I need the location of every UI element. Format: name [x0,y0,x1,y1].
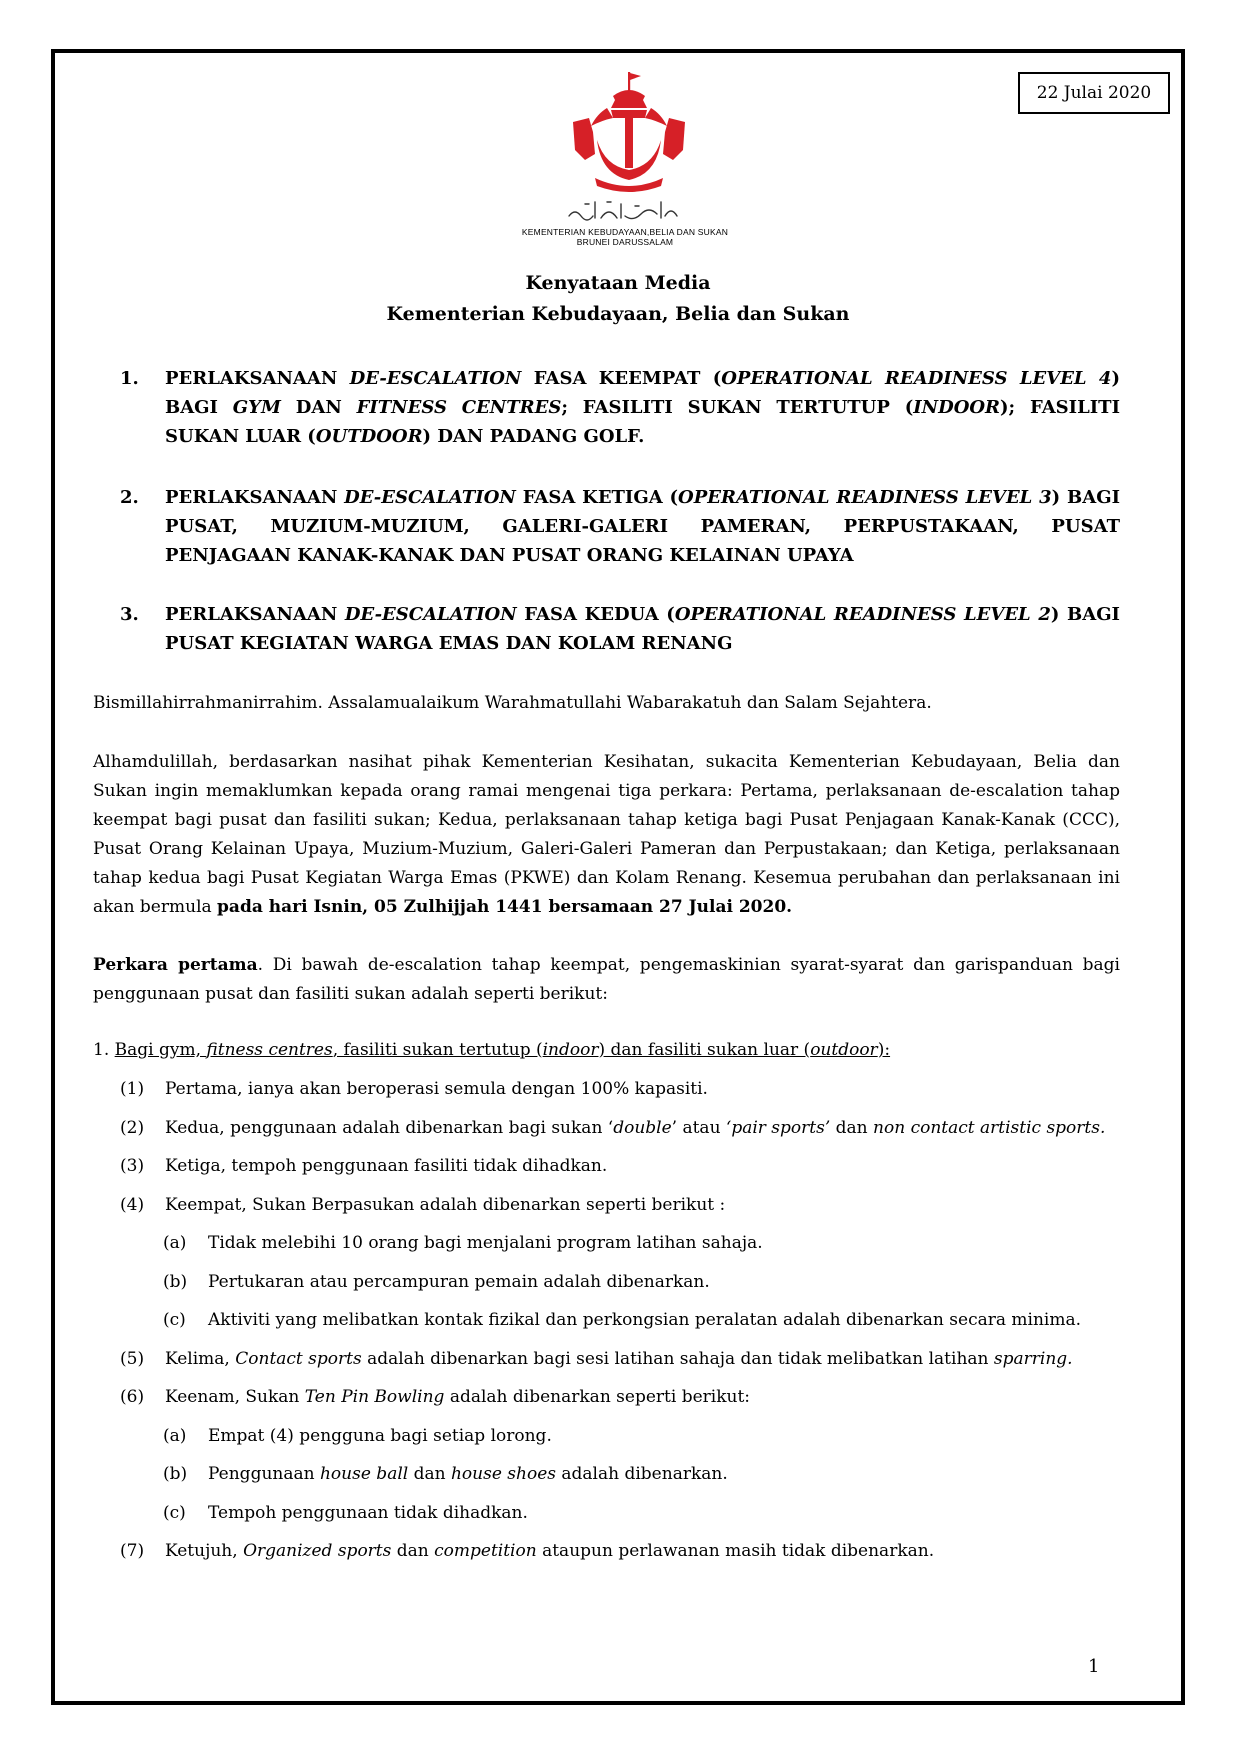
text-run: Penggunaan [208,1464,320,1484]
text-run: GYM [232,397,281,418]
text-run: house ball [319,1464,409,1484]
text-run: Keenam, Sukan [165,1387,305,1407]
list-item-text [165,1539,934,1563]
list-item-number: (a) [163,1426,187,1446]
text-run: ’ atau [671,1118,726,1138]
text-run: PERLAKSANAAN [165,604,345,625]
list-item-number: (2) [120,1118,145,1138]
list-item-text [165,1116,1105,1140]
text-run: Organized sports [243,1541,392,1561]
text-run: ) DAN PADANG GOLF. [422,426,645,447]
list-item-text [208,1308,1081,1332]
text-run: FASA KEDUA ( [516,604,675,625]
heading-text [165,364,1120,451]
heading-item [110,364,1120,451]
heading-item [110,483,1120,570]
text-run: FITNESS CENTRES [356,397,562,418]
section-heading [93,1038,890,1062]
text-run: DE-ESCALATION [344,604,517,625]
text-run: OPERATIONAL READINESS LEVEL 2 [674,604,1051,625]
heading-item [110,600,1120,658]
text-run: Perkara pertama [93,955,258,975]
text-run: ) dan fasiliti sukan luar ( [598,1040,811,1060]
text-run: house shoes [450,1464,556,1484]
text-run: ) BAGI PUSAT, MUZIUM-MUZIUM, GALERI-GALERI PAMERAN, PERPUSTAKAAN, PUSAT PENJAGAAN KANAK-KANAK DAN PUSAT ORANG KELAINAN UPAYA [165,487,1120,566]
list-item-text [165,1077,708,1101]
brunei-crest-icon [567,70,691,196]
list-item-number: (c) [163,1503,186,1523]
text-run: Pertama, ianya akan beroperasi semula dengan 100% kapasiti. [165,1079,708,1099]
text-run: ) BAGI [165,368,1120,418]
list-item-number: (a) [163,1233,187,1253]
list-item-number: (b) [163,1272,188,1292]
list-item-number: (3) [120,1156,145,1176]
text-run: ): [877,1040,891,1060]
text-run: FASA KEEMPAT ( [521,368,722,389]
text-run: Tempoh penggunaan tidak dihadkan. [208,1503,528,1523]
list-item-number: (c) [163,1310,186,1330]
text-run: ; FASILITI SUKAN TERTUTUP ( [561,397,914,418]
list-item-text [208,1501,528,1525]
text-run: Ketiga, tempoh penggunaan fasiliti tidak dihadkan. [165,1156,608,1176]
ministry-jawi-logo-icon [565,196,681,224]
text-run: Pertukaran atau percampuran pemain adalah dibenarkan. [208,1272,710,1292]
text-run: INDOOR [913,397,1001,418]
text-run: Ten Pin Bowling [304,1387,445,1407]
text-run: Keempat, Sukan Berpasukan adalah dibenarkan seperti berikut : [165,1195,726,1215]
text-run: Alhamdulillah, berdasarkan nasihat pihak Kementerian Kesihatan, sukacita Kementerian Kebudayaan, Belia dan Sukan ingin memaklumkan kepada orang ramai mengenai tiga perkara: Pertama, perlaksanaan de-escalation tahap keempat bagi pusat dan fasiliti sukan; Kedua, perlaksanaan tahap ketiga bagi Pusat Penjagaan Kanak-Kanak (CCC), Pusat Orang Kelainan Upaya, Muzium-Muzium, Galeri-Galeri Pameran dan Perpustakaan; dan Ketiga, perlaksanaan tahap kedua bagi Pusat Kegiatan Warga Emas (PKWE) dan Kolam Renang. Kesemua perubahan dan perlaksanaan ini akan bermula [93,752,1120,917]
text-run: ) BAGI PUSAT KEGIATAN WARGA EMAS DAN KOLAM RENANG [165,604,1120,654]
date-text: 22 Julai 2020 [1036,83,1152,103]
ministry-name [500,227,750,247]
list-item-text [165,1154,607,1178]
text-run: adalah dibenarkan seperti berikut: [444,1387,751,1407]
text-run: ); FASILITI SUKAN LUAR ( [165,397,1120,447]
page-number: 1 [1088,1656,1100,1677]
section-heading-text [115,1040,890,1060]
text-run: DAN [280,397,357,418]
text-run: dan [830,1118,874,1138]
text-run: , fasiliti sukan tertutup ( [332,1040,543,1060]
text-run: pada hari Isnin, 05 Zulhijjah 1441 bersamaan 27 Julai 2020. [217,897,793,917]
text-run: PERLAKSANAAN [165,368,350,389]
text-run: Empat (4) pengguna bagi setiap lorong. [208,1426,552,1446]
text-run: competition [434,1541,537,1561]
list-item-text [165,1385,750,1409]
list-item-number: (b) [163,1464,188,1484]
text-run: PERLAKSANAAN [165,487,345,508]
text-run: sparring. [993,1349,1073,1369]
text-run: Bagi gym, [114,1040,207,1060]
list-item-number: (5) [120,1349,145,1369]
text-run: double [613,1118,672,1138]
text-run: Aktiviti yang melibatkan kontak fizikal dan perkongsian peralatan adalah dibenarkan secara minima. [208,1310,1081,1330]
text-run: Kelima, [165,1349,236,1369]
list-item-text [208,1462,728,1486]
text-run: Contact sports [235,1349,362,1369]
heading-number: 2. [120,487,139,508]
document-title: Kenyataan Media [525,272,711,294]
heading-number: 3. [120,604,139,625]
heading-text [165,483,1120,570]
text-run: FASA KETIGA ( [515,487,679,508]
date-box [1018,72,1170,114]
ministry-name-line2: BRUNEI DARUSSALAM [576,237,674,247]
text-run: Ketujuh, [165,1541,244,1561]
list-item-number: (1) [120,1079,145,1099]
heading-number: 1. [120,368,139,389]
text-run: Tidak melebihi 10 orang bagi menjalani program latihan sahaja. [208,1233,763,1253]
greeting-paragraph: Bismillahirrahmanirrahim. Assalamualaikum Warahmatullahi Wabarakatuh dan Salam Sejahtera. [93,693,932,713]
text-run: . Di bawah de-escalation tahap keempat, pengemaskinian syarat-syarat dan garispanduan bagi penggunaan pusat dan fasiliti sukan adalah seperti berikut: [93,955,1120,1004]
text-run: outdoor [810,1040,878,1060]
text-run: indoor [542,1040,599,1060]
list-item-number: (6) [120,1387,145,1407]
ministry-name-line1: KEMENTERIAN KEBUDAYAAN,BELIA DAN SUKAN [521,227,729,237]
text-run: OPERATIONAL READINESS LEVEL 3 [678,487,1052,508]
text-run: non contact artistic sports. [873,1118,1106,1138]
list-item-text [208,1270,710,1294]
list-item-text [208,1424,552,1448]
list-item-number: (7) [120,1541,145,1561]
document-subtitle: Kementerian Kebudayaan, Belia dan Sukan [386,303,850,325]
list-item-number: (4) [120,1195,145,1215]
text-run: DE-ESCALATION [344,487,516,508]
text-run: OPERATIONAL READINESS LEVEL 4 [721,368,1112,389]
text-run: adalah dibenarkan. [556,1464,728,1484]
text-run: dan [391,1541,435,1561]
text-run: Kedua, penggunaan adalah dibenarkan bagi sukan ‘ [165,1118,614,1138]
section-number: 1. [93,1040,110,1060]
text-run: ‘pair sports’ [725,1118,831,1138]
text-run: DE-ESCALATION [349,368,522,389]
text-run: fitness centres [206,1040,333,1060]
text-run: ataupun perlawanan masih tidak dibenarkan. [536,1541,935,1561]
perkara-paragraph [93,951,1120,1009]
text-run: adalah dibenarkan bagi sesi latihan sahaja dan tidak melibatkan latihan [361,1349,994,1369]
heading-text [165,600,1120,658]
list-item-text [208,1231,763,1255]
text-run: dan [408,1464,451,1484]
list-item-text [165,1347,1073,1371]
text-run: OUTDOOR [315,426,423,447]
list-item-text [165,1193,725,1217]
intro-paragraph [93,748,1120,922]
